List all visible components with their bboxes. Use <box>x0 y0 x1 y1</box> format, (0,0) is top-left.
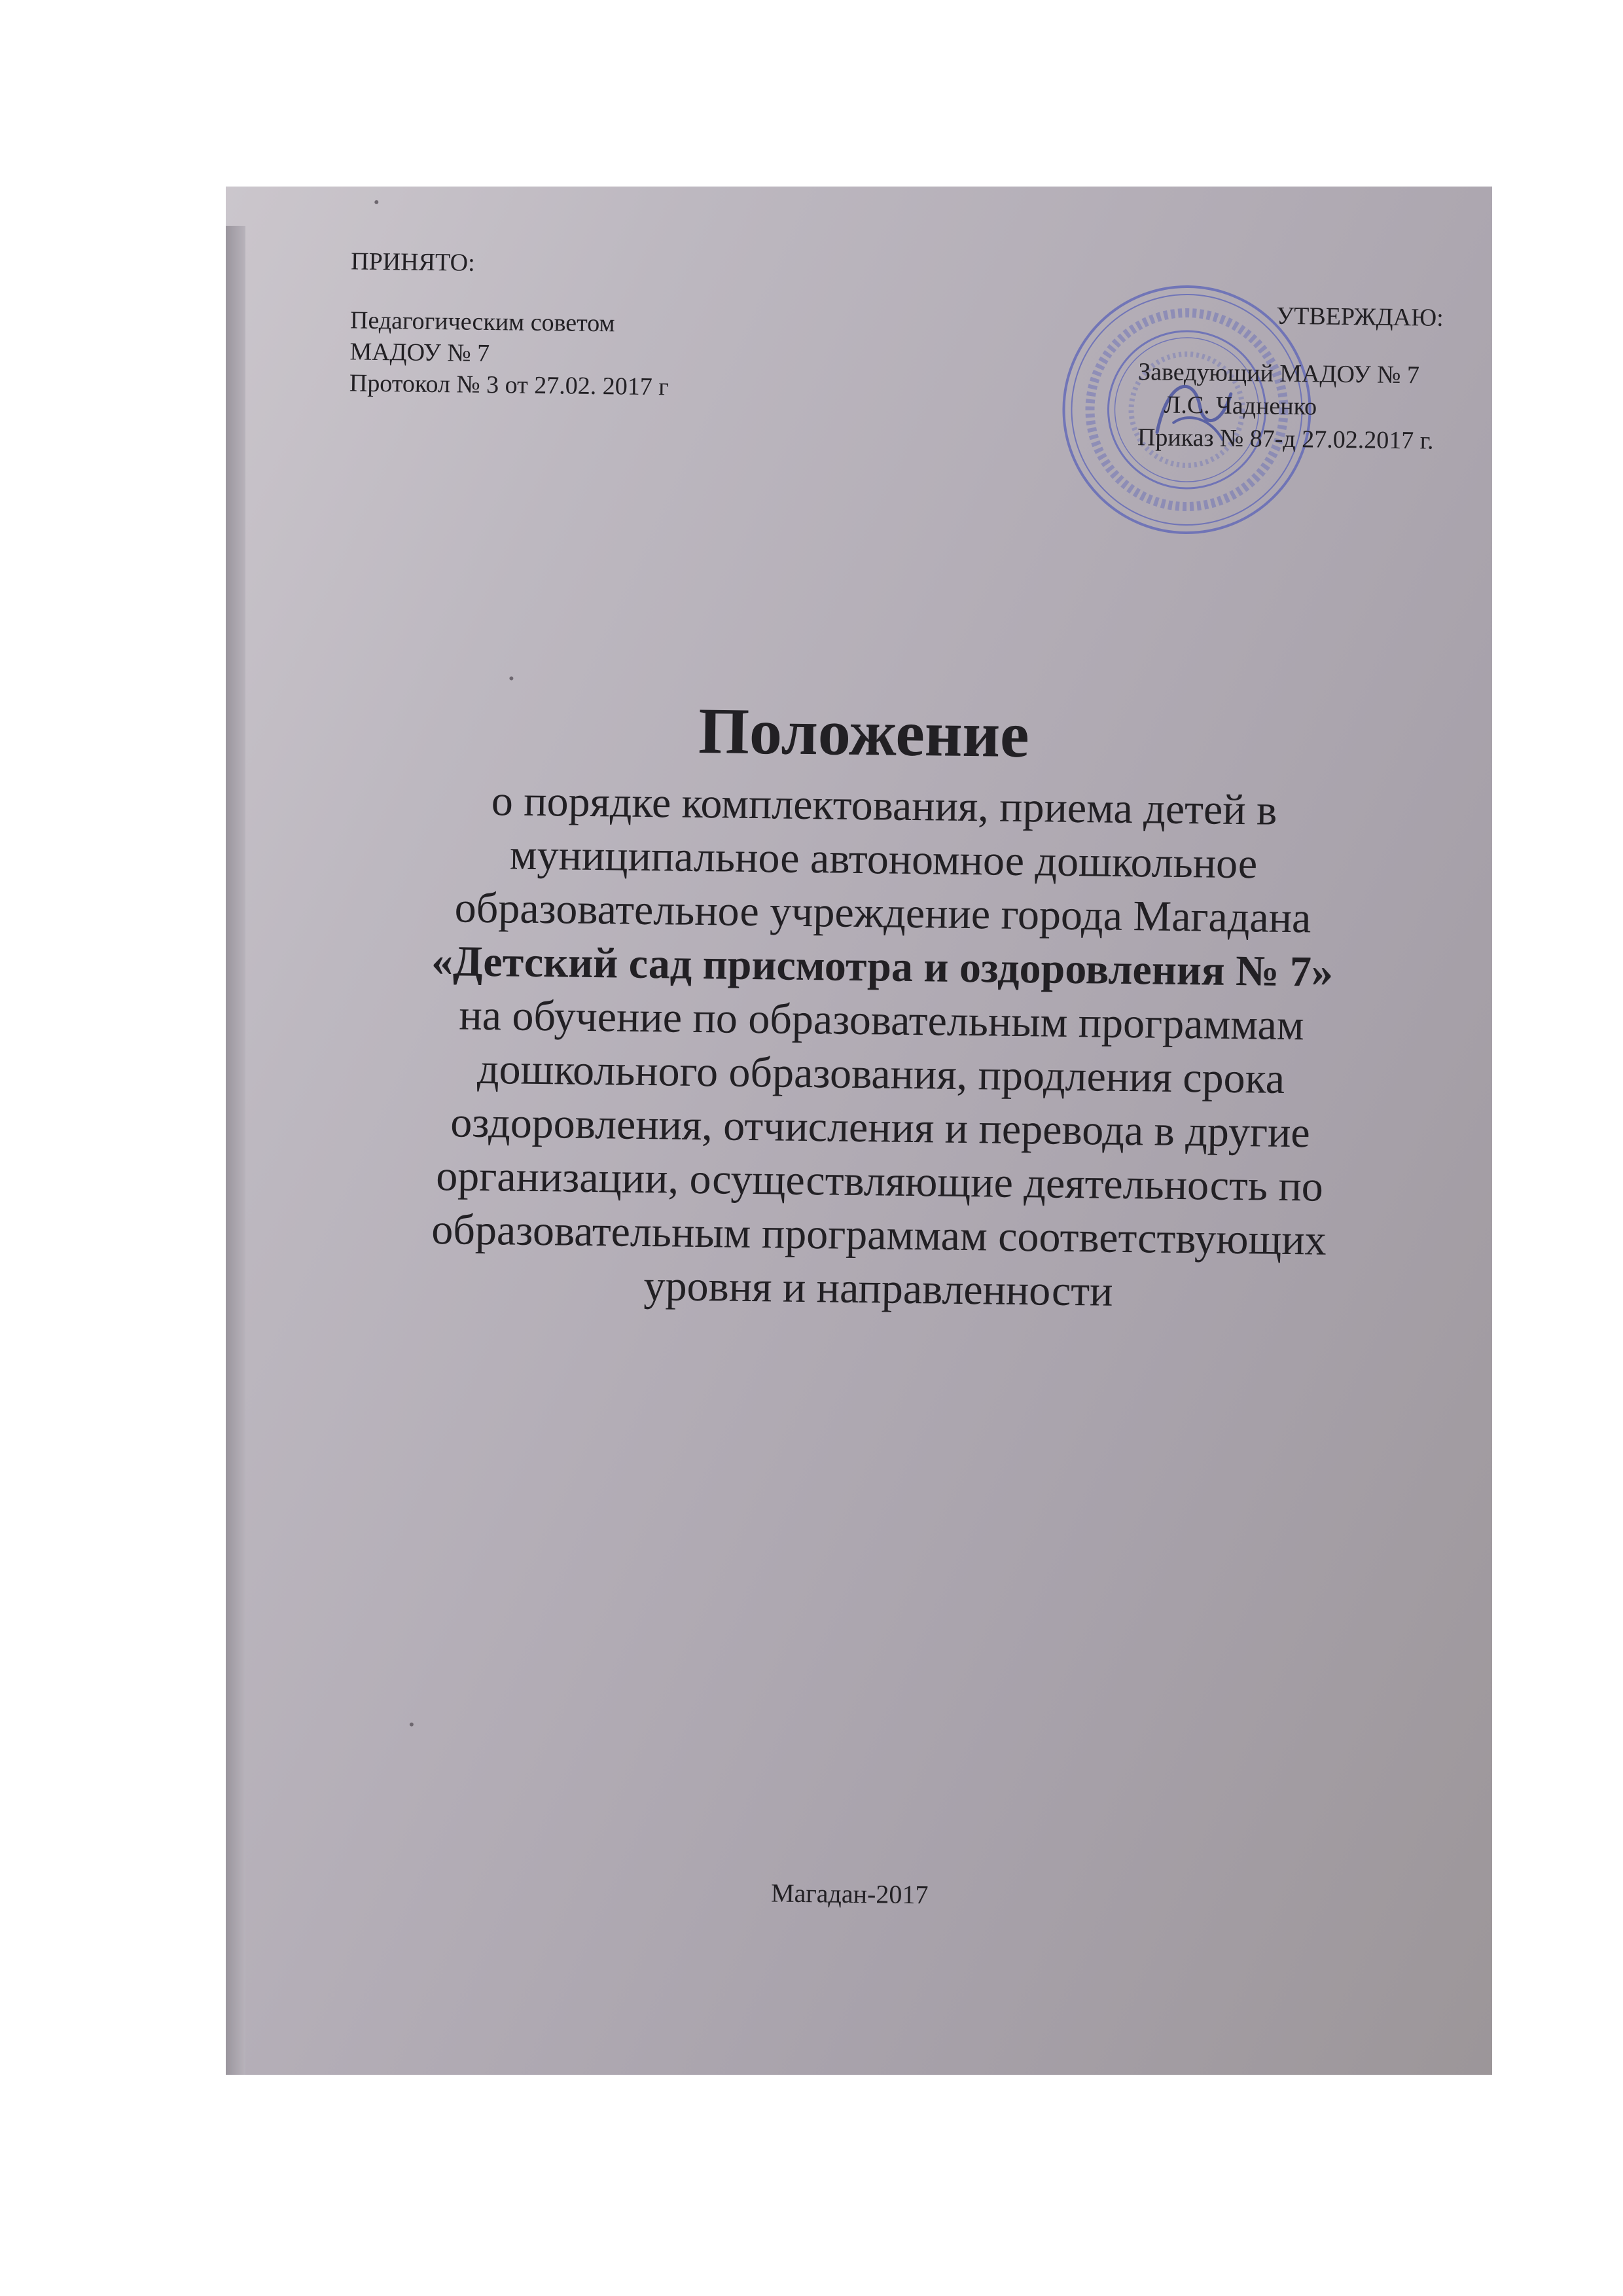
institution-name: «Детский сад присмотра и оздоровления № 7» <box>431 937 1334 996</box>
subtitle-line: оздоровления, отчисления и перевода в другие <box>450 1098 1311 1157</box>
paper-speck <box>509 676 513 680</box>
paper-speck <box>410 1723 414 1727</box>
document-photo <box>226 187 1492 2075</box>
subtitle-line: дошкольного образования, продления срока <box>476 1045 1285 1103</box>
document-title: Положение <box>698 694 1030 772</box>
subtitle-line: организации, осуществляющие деятельность по <box>435 1152 1324 1211</box>
approved-signature: Л.С. Чадненко <box>1164 391 1317 421</box>
approved-heading: УТВЕРЖДАЮ: <box>1275 302 1444 332</box>
accepted-protocol: Протокол № 3 от 27.02. 2017 г <box>349 369 669 401</box>
subtitle-line: муниципальное автономное дошкольное <box>509 831 1258 888</box>
approved-position: Заведующий МАДОУ № 7 <box>1137 358 1420 389</box>
subtitle-line: о порядке комплектования, приема детей в <box>491 777 1277 834</box>
place-and-year: Магадан-2017 <box>770 1878 929 1910</box>
accepted-body: Педагогическим советом <box>349 306 615 338</box>
approved-block <box>1137 298 1444 457</box>
accepted-org: МАДОУ № 7 <box>349 338 490 368</box>
paper-speck <box>374 200 378 204</box>
subtitle-line: уровня и направленности <box>643 1262 1113 1316</box>
accepted-heading: ПРИНЯТО: <box>350 247 475 277</box>
approved-order: Приказ № 87-д 27.02.2017 г. <box>1137 423 1434 455</box>
accepted-block <box>349 245 671 403</box>
document-subtitle <box>322 772 1441 1323</box>
subtitle-line: образовательным программам соответствующих <box>431 1206 1327 1265</box>
subtitle-line: на обучение по образовательным программам <box>459 991 1305 1050</box>
subtitle-line: образовательное учреждение города Магадана <box>454 884 1311 942</box>
document-page <box>226 187 1492 2075</box>
